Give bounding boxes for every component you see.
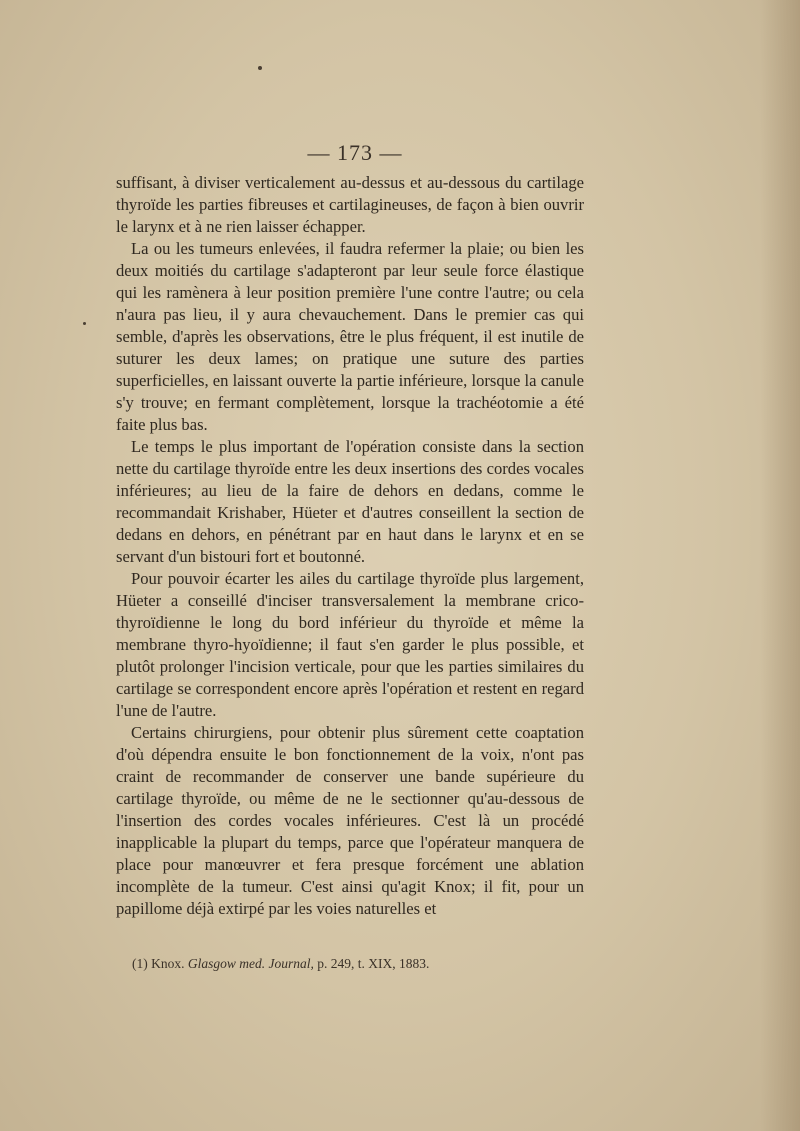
- paragraph-1: suffisant, à diviser verticalement au-dessus et au-dessous du cartilage thyroïde les parties fibreuses et cartilagineuses, de façon à bien ouvrir le larynx et à ne rien laisser échapper.: [116, 173, 584, 236]
- footnote-journal: Glasgow med. Journal,: [187, 956, 314, 971]
- footnote-marker: (1) Knox.: [132, 956, 185, 971]
- footnote-details: p. 249, t. XIX, 1883.: [317, 956, 430, 971]
- page-number: — 173 —: [307, 140, 403, 165]
- paragraph-3: Le temps le plus important de l'opération consiste dans la section nette du cartilage thyroïde entre les deux insertions des cordes vocales inférieures; au lieu de la faire de dehors en dedans, comme le recommandait Krishaber, Hüeter et d'autres conseillent la section de dedans en dehors, en pénétrant par en haut dans le larynx et en se servant d'un bistouri fort et boutonné.: [116, 437, 584, 566]
- ink-speck: [83, 322, 86, 325]
- body-text: [116, 172, 584, 920]
- page-edge-shading: [760, 0, 800, 1131]
- ink-speck: [258, 66, 262, 70]
- footnote: [132, 956, 592, 972]
- paragraph-2: La ou les tumeurs enlevées, il faudra refermer la plaie; ou bien les deux moitiés du cartilage s'adapteront par leur seule force élastique qui les ramènera à leur position première l'une contre l'autre; ou cela n'aura pas lieu, il y aura chevauchement. Dans le premier cas qui semble, d'après les observations, être le plus fréquent, il est inutile de suturer les deux lames; on pratique une suture des parties superficielles, en laissant ouverte la partie inférieure, lorsque la canule s'y trouve; en fermant complètement, lorsque la trachéotomie a été faite plus bas.: [116, 239, 584, 434]
- paragraph-4: Pour pouvoir écarter les ailes du cartilage thyroïde plus largement, Hüeter a conseillé d'inciser transversalement la membrane crico-thyroïdienne le long du bord inférieur du thyroïde et même la membrane thyro-hyoïdienne; il faut s'en garder le plus possible, et plutôt prolonger l'incision verticale, pour que les parties similaires du cartilage se correspondent encore après l'opération et restent en regard l'une de l'autre.: [116, 569, 584, 720]
- paragraph-5: Certains chirurgiens, pour obtenir plus sûrement cette coaptation d'où dépendra ensuite le bon fonctionnement de la voix, n'ont pas craint de recommander de conserver une bande supérieure du cartilage thyroïde, ou même de ne le sectionner qu'au-dessous de l'insertion des cordes vocales inférieures. C'est là un procédé inapplicable la plupart du temps, parce que l'opérateur manquera de place pour manœuvrer et fera presque forcément une ablation incomplète de la tumeur. C'est ainsi qu'agit Knox; il fit, pour un papillome déjà extirpé par les voies naturelles et: [116, 723, 584, 918]
